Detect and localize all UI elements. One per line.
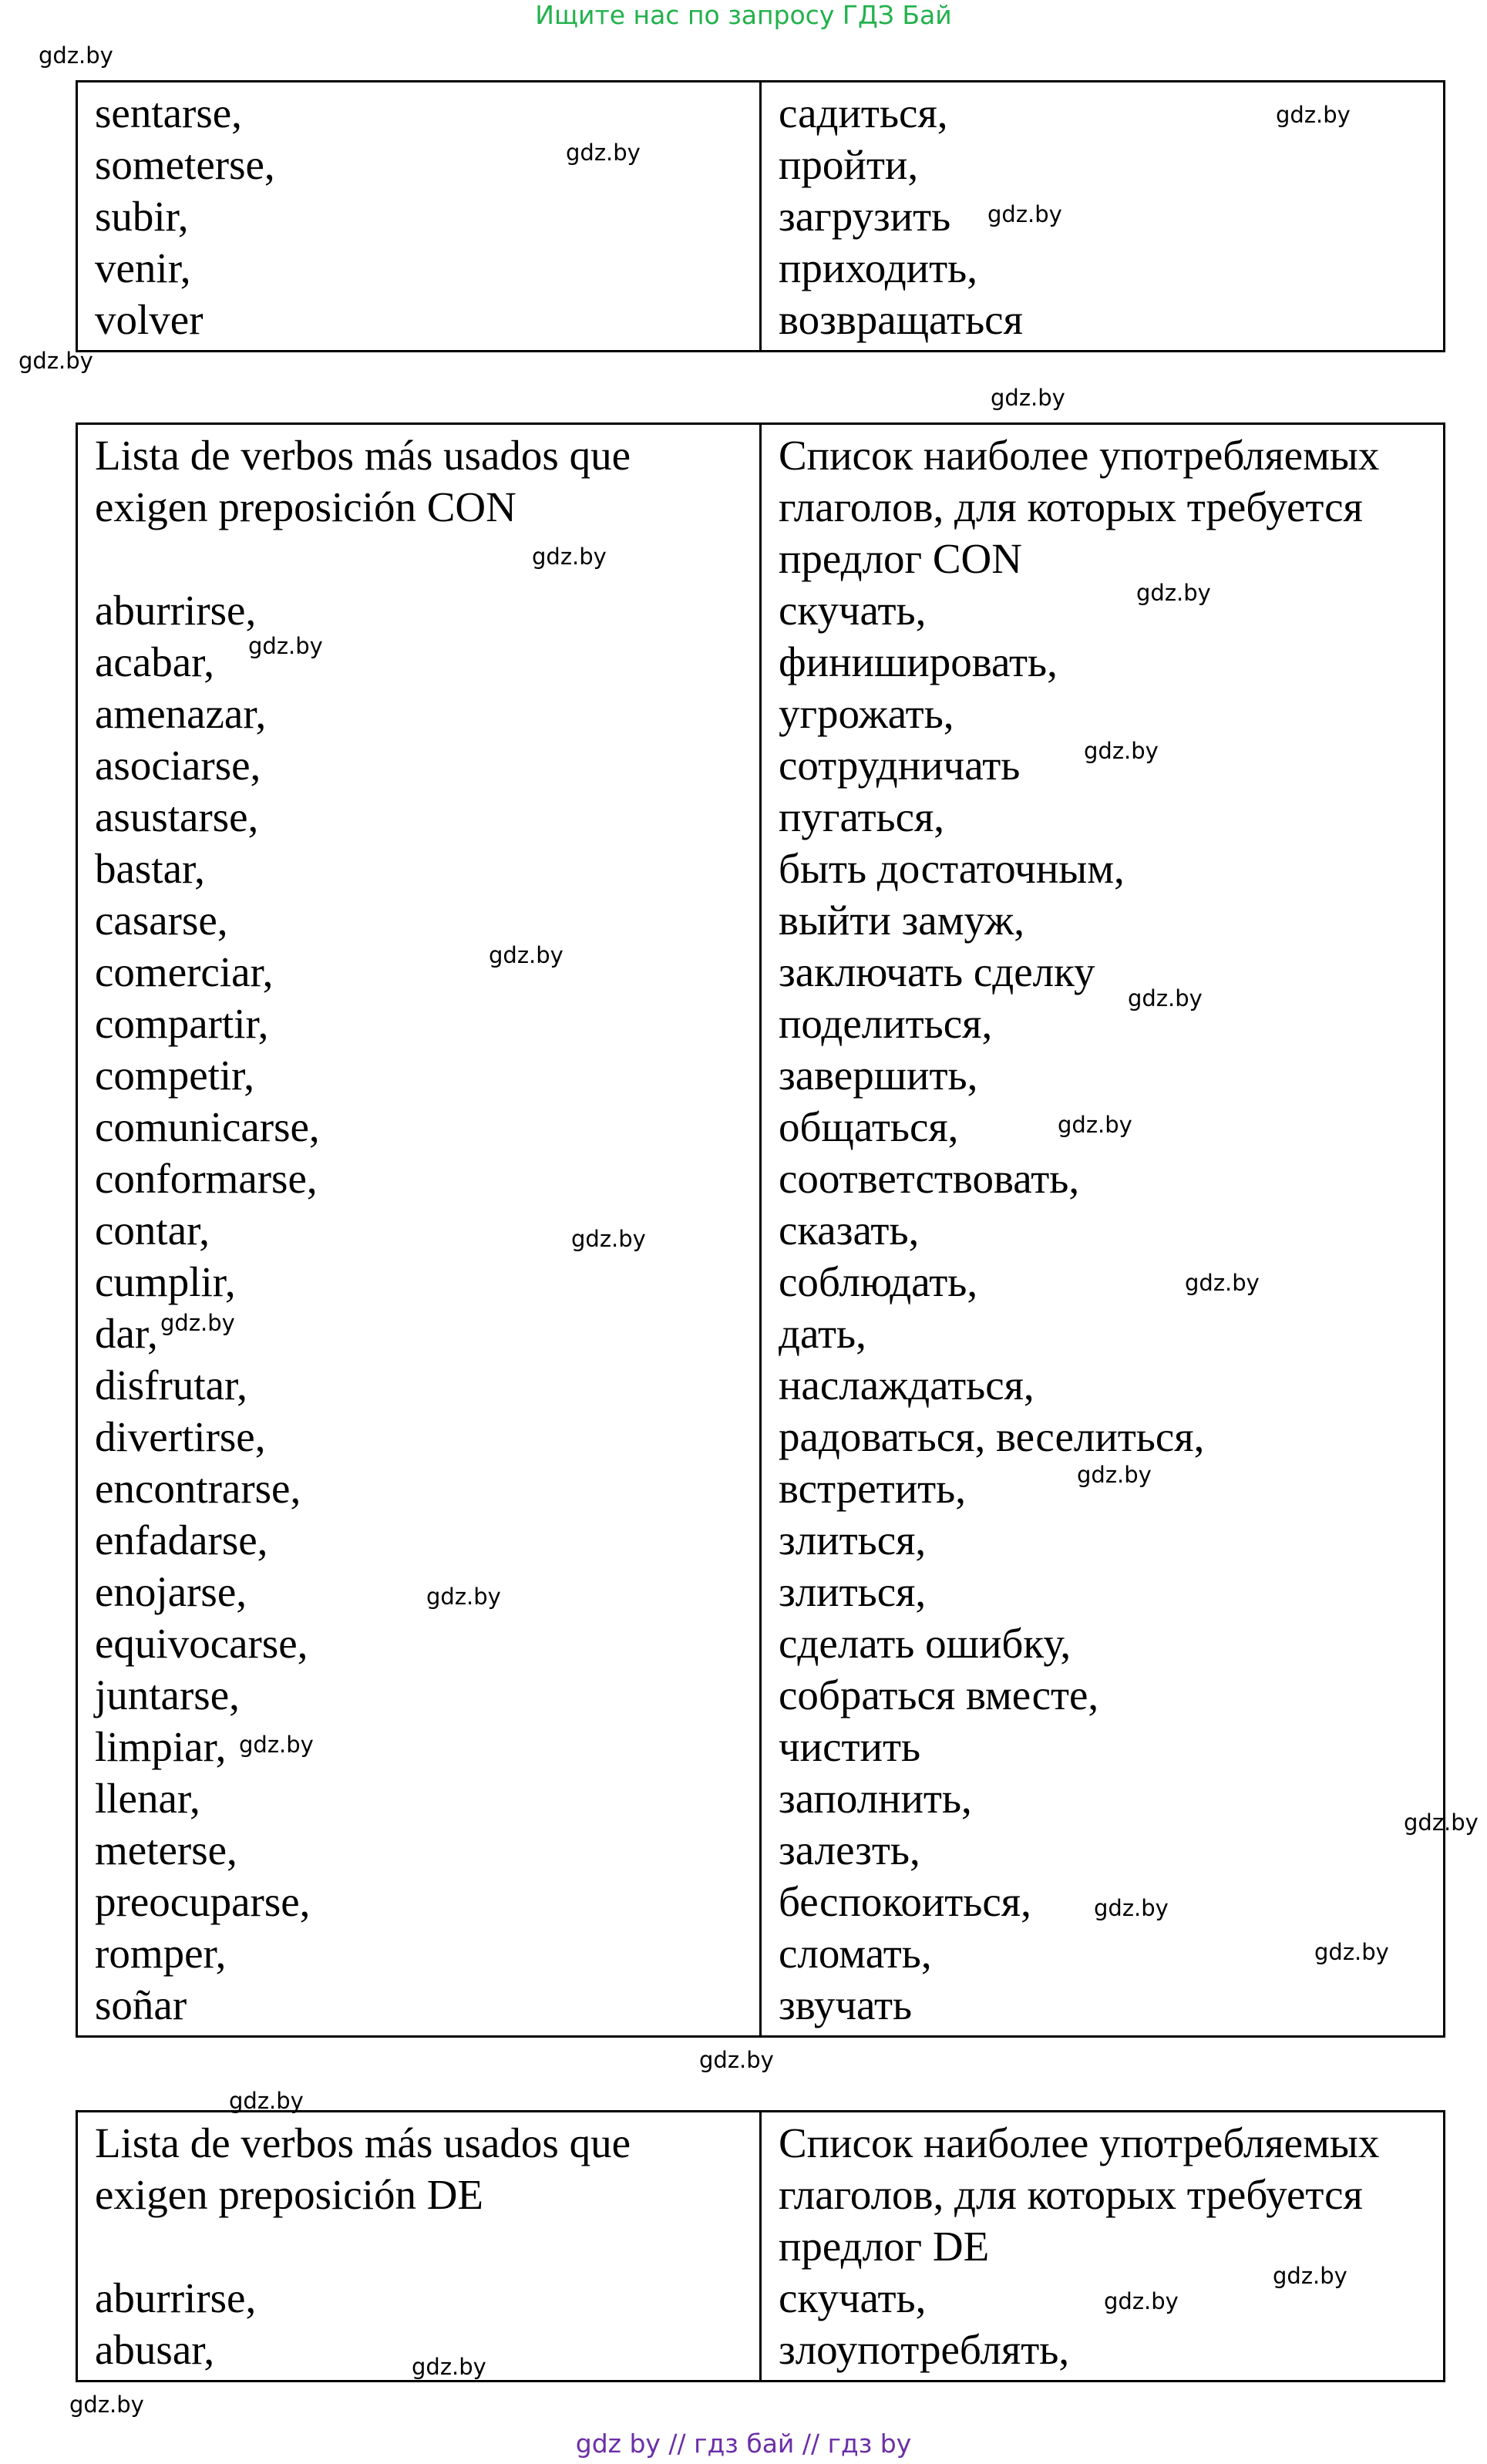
watermark: gdz.by [1094,1895,1169,1921]
watermark: gdz.by [571,1226,646,1252]
spanish-verb: enojarse, [95,1568,247,1615]
spanish-verb: meterse, [95,1826,237,1873]
russian-verb: злиться, [779,1568,927,1615]
table-header-line: предлог DE [779,2223,990,2270]
watermark: gdz.by [1128,985,1203,1012]
watermark: gdz.by [69,2392,144,2418]
spanish-verb: dar, [95,1310,158,1357]
spanish-verb: someterse, [95,141,275,188]
russian-verb: злоупотреблять, [779,2326,1070,2373]
russian-verb: соблюдать, [779,1258,978,1305]
watermark: gdz.by [412,2354,486,2380]
watermark: gdz.by [1314,1939,1389,1965]
watermark: gdz.by [160,1310,235,1336]
russian-verb: встретить, [779,1465,967,1512]
russian-verb: скучать, [779,2274,927,2321]
spanish-verb: limpiar, [95,1723,227,1770]
spanish-verb: subir, [95,193,189,240]
russian-verb: собраться вместе, [779,1671,1099,1718]
spanish-verb: volver [95,296,204,343]
russian-verb: злиться, [779,1516,927,1564]
verb-table-1 [76,80,1445,352]
watermark: gdz.by [1058,1112,1132,1138]
russian-verb: звучать [779,1981,913,2028]
spanish-verb: casarse, [95,897,228,944]
watermark: gdz.by [1104,2288,1179,2314]
spanish-column [77,2112,761,2382]
spanish-verb: abusar, [95,2326,215,2373]
russian-verb: возвращаться [779,296,1023,343]
table-header-line: предлог CON [779,535,1022,582]
watermark: gdz.by [1404,1809,1479,1836]
russian-verb: пройти, [779,141,919,188]
russian-verb: пугаться, [779,793,945,840]
watermark: gdz.by [532,544,607,570]
russian-verb: сделать ошибку, [779,1620,1072,1667]
russian-verb: заполнить, [779,1775,972,1822]
spanish-verb: comunicarse, [95,1103,320,1150]
russian-column [761,2112,1445,2382]
russian-verb: завершить, [779,1052,978,1099]
spanish-verb: amenazar, [95,690,267,737]
spanish-verb: llenar, [95,1775,200,1822]
watermark: gdz.by [1077,1462,1152,1488]
table-header-line: exigen preposición DE [95,2171,484,2218]
watermark: gdz.by [39,42,113,69]
spanish-verb: juntarse, [95,1671,240,1718]
spanish-verb: soñar [95,1981,187,2028]
watermark: gdz.by [566,140,641,166]
spanish-verb: romper, [95,1930,227,1977]
spanish-verb: sentarse, [95,89,242,136]
spanish-verb: encontrarse, [95,1465,301,1512]
russian-verb: чистить [779,1723,921,1770]
spanish-verb: contar, [95,1207,210,1254]
watermark: gdz.by [229,2088,304,2114]
russian-verb: угрожать, [779,690,954,737]
russian-verb: соответствовать, [779,1155,1080,1202]
spanish-verb: cumplir, [95,1258,236,1305]
table-header-line: Lista de verbos más usados que [95,432,631,479]
russian-verb: дать, [779,1310,866,1357]
verb-table-con [76,422,1445,2038]
russian-verb: поделиться, [779,1000,993,1047]
spanish-verb: equivocarse, [95,1620,308,1667]
russian-verb: сказать, [779,1207,920,1254]
russian-verb: быть достаточным, [779,845,1125,892]
russian-verb: садиться, [779,89,948,136]
watermark: gdz.by [1084,738,1159,764]
spanish-verb: competir, [95,1052,255,1099]
top-banner[interactable]: Ищите нас по запросу ГДЗ Бай [535,0,952,30]
spanish-verb: bastar, [95,845,205,892]
spanish-verb: comerciar, [95,948,274,995]
verb-table-de [76,2110,1445,2382]
spanish-verb: asociarse, [95,742,261,789]
watermark: gdz.by [699,2047,774,2073]
spanish-verb: aburrirse, [95,2274,257,2321]
table-header-line: глаголов, для которых требуется [779,483,1363,530]
russian-verb: загрузить [779,193,951,240]
watermark: gdz.by [248,633,323,659]
spanish-verb: compartir, [95,1000,269,1047]
russian-verb: заключать сделку [779,948,1095,995]
footer-links[interactable]: gdz by // гдз бай // гдз by [575,2429,912,2459]
spanish-verb: preocuparse, [95,1878,311,1925]
russian-verb: сломать, [779,1930,932,1977]
russian-verb: беспокоиться, [779,1878,1031,1925]
russian-verb: финишировать, [779,638,1058,685]
watermark: gdz.by [1276,102,1351,128]
watermark: gdz.by [489,942,564,968]
russian-verb: сотрудничать [779,742,1021,789]
watermark: gdz.by [1185,1270,1260,1296]
spanish-verb: aburrirse, [95,587,257,634]
russian-verb: залезть, [779,1826,920,1873]
table-header-line: exigen preposición CON [95,483,516,530]
spanish-verb: enfadarse, [95,1516,268,1564]
watermark: gdz.by [1136,580,1211,606]
russian-verb: приходить, [779,244,977,291]
russian-verb: общаться, [779,1103,959,1150]
watermark: gdz.by [426,1584,501,1610]
watermark: gdz.by [239,1732,314,1758]
spanish-verb: divertirse, [95,1413,266,1460]
watermark: gdz.by [1273,2263,1347,2289]
russian-column [761,424,1445,2037]
spanish-verb: asustarse, [95,793,259,840]
spanish-column [77,424,761,2037]
watermark: gdz.by [991,385,1065,411]
spanish-verb: venir, [95,244,191,291]
russian-verb: выйти замуж, [779,897,1025,944]
russian-verb: радоваться, веселиться, [779,1413,1205,1460]
table-header-line: Lista de verbos más usados que [95,2119,631,2166]
table-header-line: Список наиболее употребляемых [779,2119,1380,2166]
watermark: gdz.by [987,201,1062,227]
spanish-verb: acabar, [95,638,215,685]
russian-verb: наслаждаться, [779,1362,1035,1409]
spanish-verb: disfrutar, [95,1362,247,1409]
table-header-line: Список наиболее употребляемых [779,432,1380,479]
spanish-column [77,82,761,352]
watermark: gdz.by [19,348,93,374]
russian-verb: скучать, [779,587,927,634]
spanish-verb: conformarse, [95,1155,318,1202]
table-header-line: глаголов, для которых требуется [779,2171,1363,2218]
